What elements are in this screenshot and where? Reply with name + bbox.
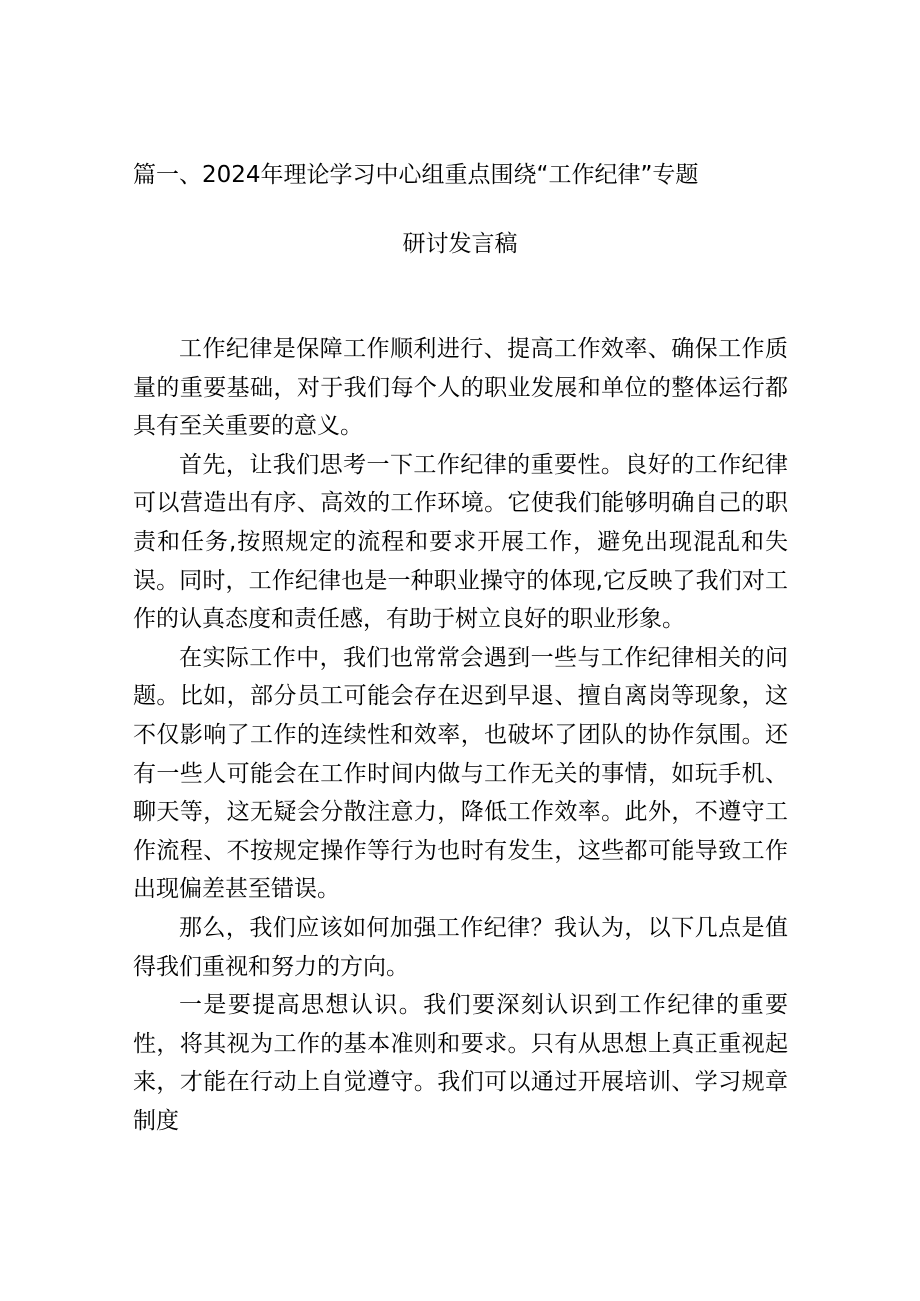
paragraph-3: 在实际工作中，我们也常常会遇到一些与工作纪律相关的问题。比如，部分员工可能会存在迟到早退、擅自离岗等现象，这不仅影响了工作的连续性和效率，也破坏了团队的协作氛围。还有一些人可能会在工作时间内做与工作无关的事情，如玩手机、聊天等，这无疑会分散注意力，降低工作效率。此外，不遵守工作流程、不按规定操作等行为也时有发生，这些都可能导致工作出现偏差甚至错误。: [133, 644, 788, 903]
document-title-line-2: 研讨发言稿: [402, 231, 518, 257]
paragraph-4: 那么，我们应该如何加强工作纪律？我认为，以下几点是值得我们重视和努力的方向。: [133, 914, 788, 980]
paragraph-1: 工作纪律是保障工作顺利进行、提高工作效率、确保工作质量的重要基础，对于我们每个人的职业发展和单位的整体运行都具有至关重要的意义。: [133, 336, 788, 440]
document-title-line-1: 篇一、2024年理论学习中心组重点围绕“工作纪律”专题: [133, 162, 699, 188]
document-body: [133, 330, 788, 1140]
paragraph-5: 一是要提高思想认识。我们要深刻认识到工作纪律的重要性，将其视为工作的基本准则和要求。只有从思想上真正重视起来，才能在行动上自觉遵守。我们可以通过开展培训、学习规章制度: [133, 992, 788, 1134]
paragraph-2: 首先，让我们思考一下工作纪律的重要性。良好的工作纪律可以营造出有序、高效的工作环境。它使我们能够明确自己的职责和任务,按照规定的流程和要求开展工作，避免出现混乱和失误。同时，工作纪律也是一种职业操守的体现,它反映了我们对工作的认真态度和责任感，有助于树立良好的职业形象。: [133, 451, 788, 633]
